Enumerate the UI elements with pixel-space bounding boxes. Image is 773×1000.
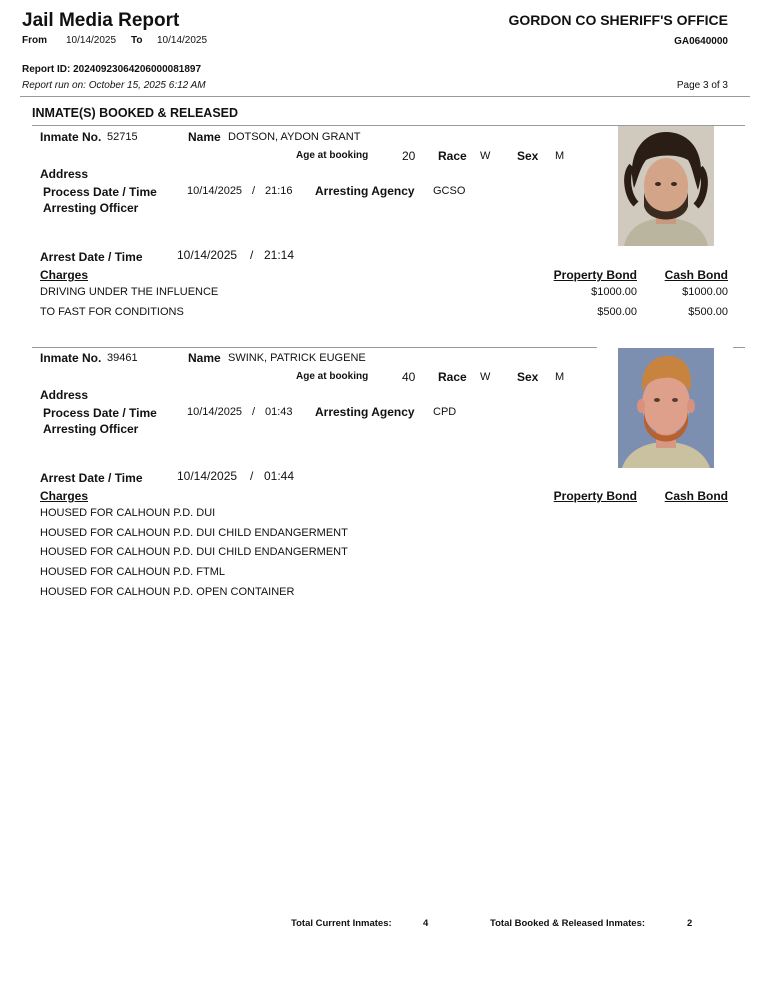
- page-number: Page 3 of 3: [676, 80, 728, 91]
- charge-description: TO FAST FOR CONDITIONS: [40, 306, 184, 318]
- race-label: Race: [438, 149, 467, 163]
- charge-description: DRIVING UNDER THE INFLUENCE: [40, 286, 219, 298]
- agency-name: GORDON CO SHERIFF'S OFFICE: [508, 12, 728, 28]
- arresting-agency-label: Arresting Agency: [315, 184, 415, 198]
- charge-description: HOUSED FOR CALHOUN P.D. OPEN CONTAINER: [40, 586, 295, 598]
- process-slash: /: [252, 185, 256, 197]
- process-time: 01:43: [265, 406, 293, 418]
- arresting-officer-label: Arresting Officer: [43, 422, 139, 436]
- process-time: 21:16: [265, 185, 293, 197]
- total-booked-label: Total Booked & Released Inmates:: [490, 918, 646, 929]
- charge-description: HOUSED FOR CALHOUN P.D. DUI CHILD ENDANGERMENT: [40, 527, 348, 539]
- property-bond-header: Property Bond: [553, 489, 637, 503]
- process-date: 10/14/2025: [187, 406, 243, 418]
- cash-bond-header: Cash Bond: [664, 268, 728, 282]
- charges-header: Charges: [40, 489, 89, 503]
- charge-description: HOUSED FOR CALHOUN P.D. FTML: [40, 566, 225, 578]
- arresting-agency-label: Arresting Agency: [315, 405, 415, 419]
- inmate-no-label: Inmate No.: [40, 351, 102, 365]
- inmate-name: SWINK, PATRICK EUGENE: [228, 352, 366, 364]
- process-label: Process Date / Time: [43, 406, 157, 420]
- age-label: Age at booking: [296, 150, 369, 161]
- inmate-no-label: Inmate No.: [40, 130, 102, 144]
- inmate-name: DOTSON, AYDON GRANT: [228, 131, 361, 143]
- from-label: From: [22, 35, 47, 46]
- agency-code: GA0640000: [674, 36, 728, 47]
- arresting-agency-value: GCSO: [433, 185, 466, 197]
- charge-property-bond: $500.00: [597, 306, 637, 318]
- total-current-value: 4: [423, 918, 429, 929]
- report-run-date: Report run on: October 15, 2025 6:12 AM: [22, 80, 206, 91]
- arrest-time: 21:14: [264, 248, 295, 262]
- charge-cash-bond: $500.00: [688, 306, 728, 318]
- mugshot-1-image: [618, 126, 714, 246]
- sex-value: M: [555, 371, 565, 383]
- name-label: Name: [188, 351, 221, 365]
- charge-description: HOUSED FOR CALHOUN P.D. DUI: [40, 507, 216, 519]
- arresting-agency-value: CPD: [433, 406, 457, 418]
- address-label: Address: [40, 167, 89, 181]
- age-value: 20: [402, 149, 416, 163]
- arrest-date: 10/14/2025: [177, 248, 238, 262]
- inmate-mugshot-photo: [618, 126, 714, 246]
- cash-bond-header: Cash Bond: [664, 489, 728, 503]
- race-value: W: [480, 150, 491, 162]
- report-id: Report ID: 20240923064206000081897: [22, 64, 202, 75]
- total-booked-value: 2: [687, 918, 693, 929]
- report-title: Jail Media Report: [22, 10, 180, 31]
- sex-value: M: [555, 150, 565, 162]
- inmate-mugshot-photo: [618, 348, 714, 468]
- to-label: To: [131, 35, 143, 46]
- charge-cash-bond: $1000.00: [682, 286, 728, 298]
- from-date: 10/14/2025: [66, 35, 117, 46]
- arrest-label: Arrest Date / Time: [40, 471, 143, 485]
- inmate-no-value: 52715: [107, 131, 138, 143]
- arresting-officer-label: Arresting Officer: [43, 201, 139, 215]
- arrest-slash: /: [250, 469, 254, 483]
- process-label: Process Date / Time: [43, 185, 157, 199]
- charge-property-bond: $1000.00: [591, 286, 637, 298]
- section-title: INMATE(S) BOOKED & RELEASED: [32, 106, 239, 120]
- header-divider: [20, 96, 750, 97]
- total-current-label: Total Current Inmates:: [291, 918, 392, 929]
- age-value: 40: [402, 370, 416, 384]
- charge-description: HOUSED FOR CALHOUN P.D. DUI CHILD ENDANGERMENT: [40, 546, 348, 558]
- name-label: Name: [188, 130, 221, 144]
- age-label: Age at booking: [296, 371, 369, 382]
- charges-header: Charges: [40, 268, 89, 282]
- inmate-no-value: 39461: [107, 352, 138, 364]
- address-label: Address: [40, 388, 89, 402]
- process-date: 10/14/2025: [187, 185, 243, 197]
- process-slash: /: [252, 406, 256, 418]
- arrest-label: Arrest Date / Time: [40, 250, 143, 264]
- race-label: Race: [438, 370, 467, 384]
- mugshot-2-image: [618, 348, 714, 468]
- sex-label: Sex: [517, 370, 539, 384]
- property-bond-header: Property Bond: [553, 268, 637, 282]
- arrest-date: 10/14/2025: [177, 469, 238, 483]
- arrest-slash: /: [250, 248, 254, 262]
- sex-label: Sex: [517, 149, 539, 163]
- record-divider-end: [733, 347, 745, 348]
- record-divider: [32, 347, 597, 348]
- arrest-time: 01:44: [264, 469, 295, 483]
- race-value: W: [480, 371, 491, 383]
- to-date: 10/14/2025: [157, 35, 208, 46]
